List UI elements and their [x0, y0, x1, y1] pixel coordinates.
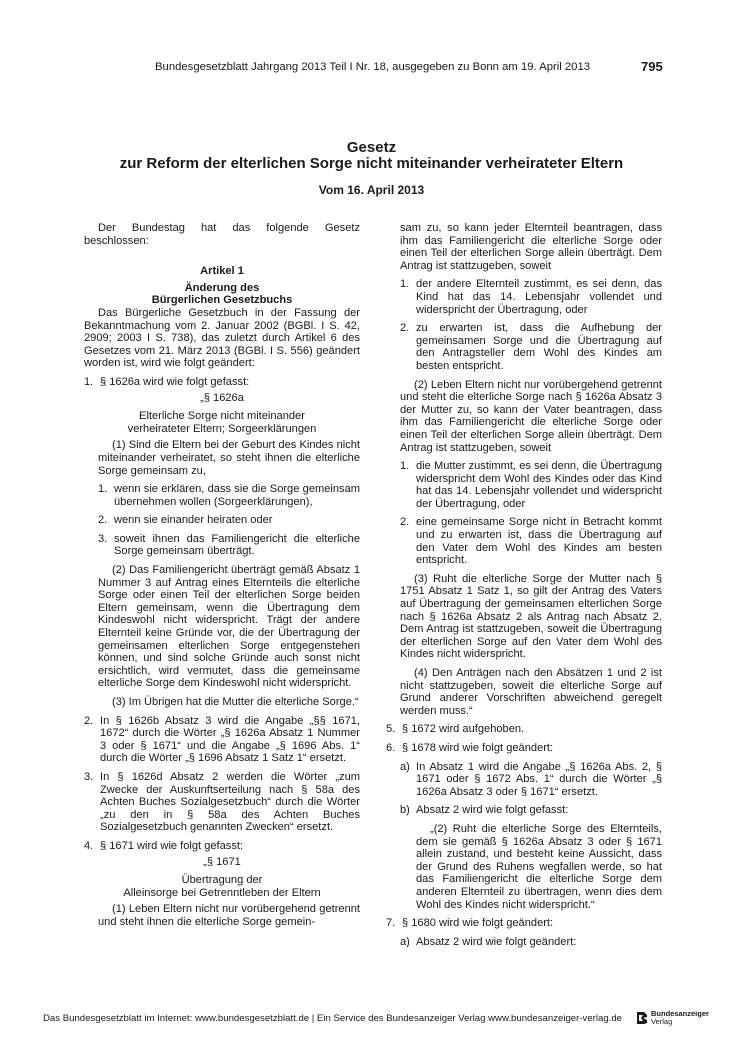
section-number: „§ 1626a: [200, 391, 244, 404]
paragraph: (1) Leben Eltern nicht nur vorübergehend getrennt und steht ihnen die elterliche Sorge gemein-: [98, 903, 360, 928]
section-heading-1: Übertragung der: [181, 874, 263, 887]
bundesanzeiger-logo-icon: [636, 1011, 648, 1025]
list-item: a) In Absatz 1 wird die Angabe „§ 1626a Abs. 2, § 1671 oder § 1672 Abs. 1“ durch die Wörter „§ 1626a Absatz 3 oder § 1671“ ersetzt.: [400, 760, 662, 798]
article-heading-2: Bürgerlichen Gesetzbuchs: [151, 294, 293, 307]
list-item: 1. § 1626a wird wie folgt gefasst:: [84, 375, 250, 388]
logo-line-1: Bundesanzeiger: [651, 1009, 709, 1018]
paragraph: sam zu, so kann jeder Elternteil beantragen, dass ihm das Familiengericht die elterliche Sorge oder einen Teil der elterlichen Sorge allein überträgt. Dem Antrag ist stattzugeben, soweit: [400, 222, 662, 272]
right-column: [386, 222, 662, 948]
logo-line-2: Verlag: [651, 1017, 673, 1026]
list-item: 4. § 1671 wird wie folgt gefasst:: [84, 839, 244, 852]
list-item: 2. eine gemeinsame Sorge nicht in Betracht kommt und zu erwarten ist, dass die Übertragung auf den Vater dem Wohl des Kindes am besten entspricht.: [400, 516, 662, 567]
paragraph: (2) Leben Eltern nicht nur vorübergehend getrennt und steht die elterliche Sorge nach § 1626a Absatz 3 der Mutter zu, so kann der Vater beantragen, dass ihm das Familiengericht die elterliche Sorge oder einen Teil der elterlichen Sorge allein überträgt. Dem Antrag ist stattzugeben, soweit: [400, 378, 662, 454]
paragraph: (2) Das Familiengericht überträgt gemäß Absatz 1 Nummer 3 auf Antrag eines Elternteils die elterliche Sorge oder einen Teil der elterlichen Sorge beiden Eltern gemeinsam, wenn die Übertragung dem Kindeswohl nicht widerspricht. Trägt der andere Elternteil keine Gründe vor, die der Übertragung der gemeinsamen elterlichen Sorge entgegenstehen können, und sind solche Gründe auch sonst nicht ersichtlich, wird vermutet, dass die gemeinsame elterliche Sorge dem Kindeswohl nicht widerspricht.: [98, 564, 360, 690]
law-date: Vom 16. April 2013: [318, 183, 425, 197]
article-title: Artikel 1: [200, 265, 244, 278]
page-number: 795: [641, 59, 663, 74]
article-heading-1: Änderung des: [184, 281, 260, 294]
article-intro: Das Bürgerliche Gesetzbuch in der Fassung der Bekanntmachung vom 2. Januar 2002 (BGBl. I S. 42, 2909; 2003 I S. 738), das zuletzt durch Artikel 6 des Gesetzes vom 21. März 2013 (BGBl. I S. 556) geändert worden ist, wird wie folgt geändert:: [84, 306, 360, 370]
list-item: 5. § 1672 wird aufgehoben.: [386, 723, 525, 736]
law-title-word: Gesetz: [346, 139, 397, 156]
left-column: [84, 222, 360, 929]
paragraph: (3) Im Übrigen hat die Mutter die elterliche Sorge.“: [112, 696, 359, 708]
paragraph: (1) Sind die Eltern bei der Geburt des Kindes nicht miteinander verheiratet, so steht ihnen die elterliche Sorge gemeinsam zu,: [98, 439, 360, 477]
footer-text: Das Bundesgesetzblatt im Internet: www.bundesgesetzblatt.de | Ein Service des Bundesanzeiger Verlag www.bundesanzeiger-verlag.de: [43, 1013, 622, 1024]
list-item: 2. wenn sie einander heiraten oder: [98, 514, 273, 527]
list-item: 1. der andere Elternteil zustimmt, es sei denn, das Kind hat das 14. Lebensjahr vollendet und widerspricht der Übertragung, oder: [400, 278, 662, 316]
list-item: 6. § 1678 wird wie folgt geändert:: [386, 741, 554, 754]
list-item: 3. soweit ihnen das Familiengericht die elterliche Sorge gemeinsam überträgt.: [98, 532, 360, 558]
intro-paragraph: Der Bundestag hat das folgende Gesetz beschlossen:: [84, 222, 360, 247]
quoted-paragraph: „(2) Ruht die elterliche Sorge des Elternteils, dem sie gemäß § 1626a Absatz 3 oder § 1671 allein zustand, und besteht keine Aussicht, dass der Grund des Ruhens wegfallen werde, so hat das Familiengericht die elterliche Sorge dem anderen Elternteil zu übertragen, wenn dies dem Wohl des Kindes nicht widerspricht.“: [416, 822, 662, 911]
publisher-logo: [636, 1010, 709, 1026]
list-item: 1. die Mutter zustimmt, es sei denn, die Übertragung widerspricht dem Wohl des Kindes oder das Kind hat das 14. Lebensjahr vollendet und widerspricht der Übertragung, oder: [400, 460, 662, 510]
list-item: 1. wenn sie erklären, dass sie die Sorge gemeinsam übernehmen wollen (Sorgeerklärungen),: [98, 483, 360, 508]
list-item: b) Absatz 2 wird wie folgt gefasst:: [400, 804, 569, 817]
paragraph: (3) Ruht die elterliche Sorge der Mutter nach § 1751 Absatz 1 Satz 1, so gilt der Antrag des Vaters auf Übertragung der gemeinsamen elterlichen Sorge nach § 1626a Absatz 2 als Antrag nach Absatz 2. Dem Antrag ist stattzugeben, soweit die Übertragung der elterlichen Sorge auf den Vater dem Wohl des Kindes nicht widerspricht.: [400, 572, 662, 661]
law-title: zur Reform der elterlichen Sorge nicht miteinander verheirateter Eltern: [119, 155, 624, 172]
paragraph: (4) Den Anträgen nach den Absätzen 1 und 2 ist nicht stattzugeben, soweit die elterliche Sorge auf Grund anderer Vorschriften abweichend geregelt werden muss.“: [400, 667, 662, 717]
running-header: Bundesgesetzblatt Jahrgang 2013 Teil I Nr. 18, ausgegeben zu Bonn am 19. April 2013: [155, 61, 591, 73]
list-item: 7. § 1680 wird wie folgt geändert:: [386, 917, 554, 930]
list-item: 3. In § 1626d Absatz 2 werden die Wörter „zum Zwecke der Auskunftserteilung nach § 58a des Achten Buches Sozialgesetzbuch“ durch die Wörter „zu den in § 58a des Achten Buches Sozialgesetzbuch genannten Zwecken“ ersetzt.: [84, 770, 360, 834]
list-item: a) Absatz 2 wird wie folgt geändert:: [400, 935, 577, 948]
section-number: „§ 1671: [203, 855, 241, 868]
section-heading-2: Alleinsorge bei Getrenntleben der Eltern: [123, 886, 321, 899]
section-heading-2: verheirateter Eltern; Sorgeerklärungen: [127, 422, 317, 435]
list-item: 2. zu erwarten ist, dass die Aufhebung der gemeinsamen Sorge und die Übertragung auf den Antragsteller dem Wohl des Kindes am besten entspricht.: [400, 322, 662, 372]
list-item: 2. In § 1626b Absatz 3 wird die Angabe „§§ 1671, 1672“ durch die Wörter „§ 1626a Absatz 1 Nummer 3 oder § 1671“ und die Angabe „§ 1696 Abs. 1“ durch die Wörter „§ 1696 Absatz 1 Satz 1“ ersetzt.: [84, 714, 360, 765]
section-heading-1: Elterliche Sorge nicht miteinander: [139, 410, 305, 423]
